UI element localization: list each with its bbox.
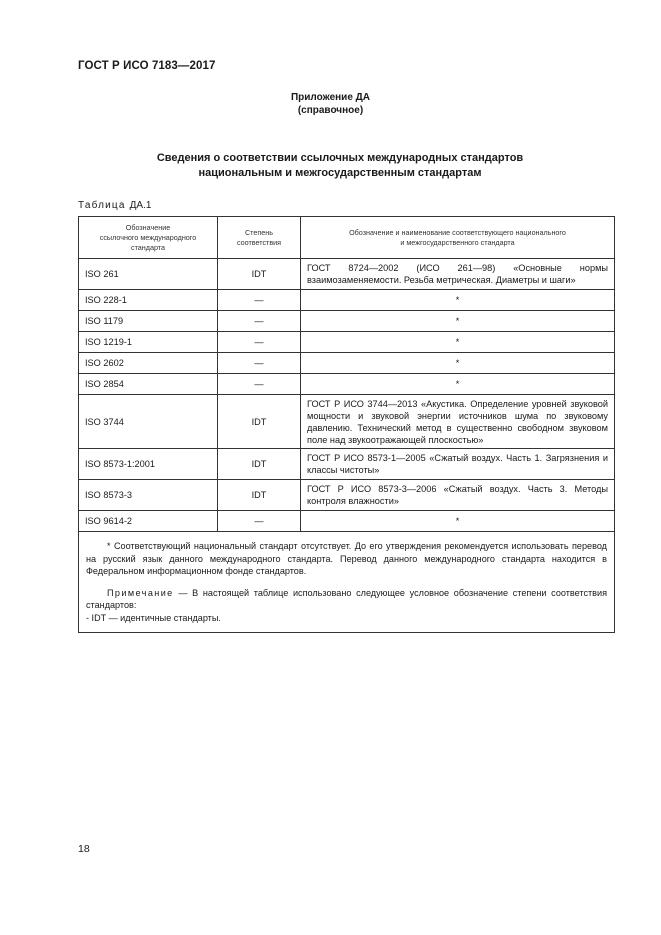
page-number: 18 <box>78 843 90 855</box>
cell-degree: — <box>218 290 301 311</box>
cell-standard: ISO 1179 <box>79 311 218 332</box>
cell-standard: ISO 1219-1 <box>79 332 218 353</box>
header-text: Обозначение <box>125 222 171 232</box>
document-code: ГОСТ Р ИСО 7183—2017 <box>78 60 216 72</box>
correspondence-table <box>78 216 615 633</box>
header-text: и межгосударственного стандарта <box>400 237 515 247</box>
table-row <box>79 259 615 290</box>
cell-standard: ISO 8573-3 <box>79 480 218 511</box>
cell-description: ГОСТ Р ИСО 8573-3—2006 «Сжатый воздух. Часть 3. Методы контроля влажности» <box>301 480 615 511</box>
cell-standard: ISO 261 <box>79 259 218 290</box>
table-row <box>79 290 615 311</box>
table-row <box>79 353 615 374</box>
table-row <box>79 374 615 395</box>
cell-standard: ISO 8573-1:2001 <box>79 449 218 480</box>
cell-description: * <box>301 290 615 311</box>
cell-description: * <box>301 374 615 395</box>
cell-description: * <box>301 511 615 532</box>
table-caption <box>78 200 151 211</box>
note-paragraph <box>86 587 607 612</box>
cell-degree: — <box>218 311 301 332</box>
cell-description: ГОСТ Р ИСО 3744—2013 «Акустика. Определение уровней звуковой мощности и звуковой энергии источников шума по звуковому давлению. Технический метод в существенно свободном звуковом поле над звукоотражающей плоскостью» <box>301 395 615 449</box>
cell-description: ГОСТ 8724—2002 (ИСО 261—98) «Основные нормы взаимозаменяемости. Резьба метрическая. Диаметры и шаги» <box>301 259 615 290</box>
header-text: Обозначение и наименование соответствующего национального <box>349 227 566 237</box>
cell-description: * <box>301 311 615 332</box>
annex-type: (справочное) <box>297 105 364 116</box>
footnote-text: * Соответствующий национальный стандарт отсутствует. До его утверждения рекомендуется использовать перевод на русский язык данного международного стандарта. Перевод данного международного стандарта находится в Федеральном информационном фонде стандартов. <box>86 541 607 576</box>
section-title-line: национальным и межгосударственным стандартам <box>198 167 482 179</box>
annex-heading <box>0 91 661 117</box>
table-caption-number: ДА.1 <box>129 200 152 211</box>
table-row <box>79 395 615 449</box>
table-row <box>79 311 615 332</box>
cell-degree: IDT <box>218 259 301 290</box>
table-caption-word: Таблица <box>78 200 126 211</box>
header-degree <box>218 217 301 259</box>
cell-standard: ISO 2854 <box>79 374 218 395</box>
cell-degree: — <box>218 511 301 532</box>
table-row <box>79 480 615 511</box>
cell-standard: ISO 228-1 <box>79 290 218 311</box>
table-row <box>79 449 615 480</box>
section-title-line: Сведения о соответствии ссылочных международных стандартов <box>156 152 524 164</box>
table-header-row <box>79 217 615 259</box>
annex-title: Приложение ДА <box>290 92 371 103</box>
header-text: ссылочного международного <box>99 232 197 242</box>
note-text: — В настоящей таблице использовано следующее условное обозначение степени соответствия стандартов: <box>86 587 607 610</box>
cell-description: * <box>301 332 615 353</box>
cell-degree: IDT <box>218 395 301 449</box>
header-reference-standard <box>79 217 218 259</box>
header-national-standard <box>301 217 615 259</box>
note-item: - IDT — идентичные стандарты. <box>86 612 221 623</box>
table-footnote-row <box>79 532 615 633</box>
cell-standard: ISO 9614-2 <box>79 511 218 532</box>
header-text: стандарта <box>130 242 165 252</box>
section-title <box>60 151 620 181</box>
cell-standard: ISO 2602 <box>79 353 218 374</box>
cell-description: ГОСТ Р ИСО 8573-1—2005 «Сжатый воздух. Часть 1. Загрязнения и классы чистоты» <box>301 449 615 480</box>
note-label: Примечание <box>107 587 174 598</box>
cell-degree: — <box>218 374 301 395</box>
cell-degree: IDT <box>218 480 301 511</box>
table-footnote-cell <box>79 532 615 633</box>
cell-description: * <box>301 353 615 374</box>
header-text: Степень <box>244 227 273 237</box>
cell-standard: ISO 3744 <box>79 395 218 449</box>
header-text: соответствия <box>236 237 282 247</box>
cell-degree: — <box>218 353 301 374</box>
table-row <box>79 332 615 353</box>
table-row <box>79 511 615 532</box>
cell-degree: IDT <box>218 449 301 480</box>
cell-degree: — <box>218 332 301 353</box>
